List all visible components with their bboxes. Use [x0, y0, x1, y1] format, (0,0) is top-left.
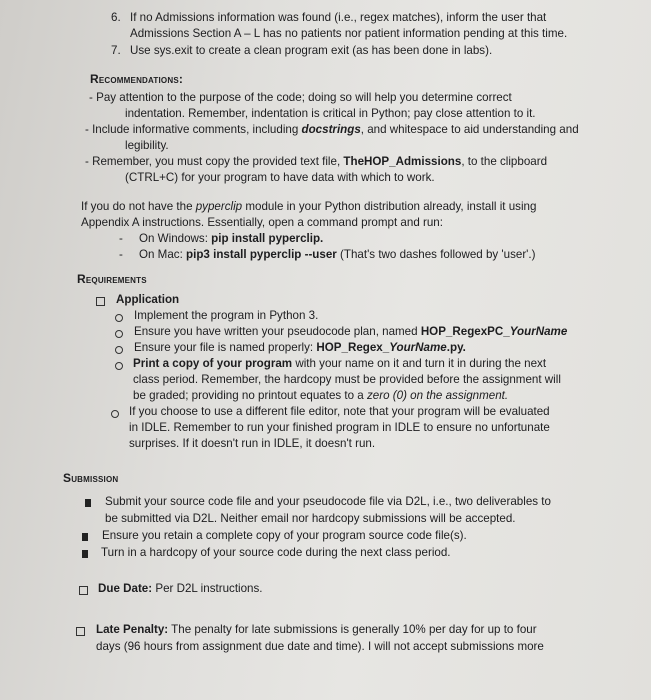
- windows-command: On Windows: pip install pyperclip.: [139, 232, 324, 245]
- circle-bullet-icon: [111, 410, 119, 418]
- recommendation-text: - Remember, you must copy the provided text file, TheHOP_Admissions, to the clipboard: [85, 155, 548, 168]
- requirement-text: If you choose to use a different file editor, note that your program will be evaluated: [129, 405, 550, 418]
- step-number: 6.: [111, 11, 121, 24]
- requirement-text: Ensure your file is named properly: HOP_Regex_YourName.py.: [134, 341, 466, 354]
- late-penalty: days (96 hours from assignment due date and time). I will not accept submissions more: [96, 640, 544, 653]
- requirement-text: be graded; providing no printout equates to a zero (0) on the assignment.: [133, 389, 509, 402]
- step-number: 7.: [111, 44, 121, 57]
- recommendation-text: - Include informative comments, including docstrings, and whitespace to aid understanding and: [85, 123, 579, 136]
- step-text: Use sys.exit to create a clean program exit (as has been done in labs).: [130, 44, 493, 57]
- circle-bullet-icon: [115, 346, 123, 354]
- requirements-heading: Requirements: [77, 272, 147, 286]
- recommendation-text: legibility.: [125, 139, 169, 152]
- pyperclip-intro: Appendix A instructions. Essentially, open a command prompt and run:: [81, 216, 443, 229]
- dash-bullet: -: [119, 232, 123, 245]
- checkbox-bullet-icon: [76, 627, 85, 636]
- requirement-text: Implement the program in Python 3.: [134, 309, 319, 322]
- checkbox-bullet-icon: [79, 586, 88, 595]
- application-label: Application: [116, 293, 180, 306]
- due-date: Due Date: Per D2L instructions.: [98, 582, 263, 595]
- circle-bullet-icon: [115, 314, 123, 322]
- circle-bullet-icon: [115, 330, 123, 338]
- requirement-text: Print a copy of your program with your name on it and turn it in during the next: [133, 357, 547, 370]
- recommendation-text: indentation. Remember, indentation is critical in Python; pay close attention to it.: [125, 107, 536, 120]
- dash-bullet: -: [119, 248, 123, 261]
- requirement-text: in IDLE. Remember to run your finished program in IDLE to ensure no unfortunate: [129, 421, 550, 434]
- square-bullet-icon: [82, 533, 88, 541]
- recommendations-heading: Recommendations:: [90, 72, 184, 86]
- checkbox-bullet-icon: [96, 297, 105, 306]
- recommendation-text: - Pay attention to the purpose of the code; doing so will help you determine correct: [89, 91, 512, 104]
- square-bullet-icon: [82, 550, 88, 558]
- square-bullet-icon: [85, 499, 91, 507]
- requirement-text: Ensure you have written your pseudocode plan, named HOP_RegexPC_YourName: [134, 325, 568, 338]
- submission-text: Submit your source code file and your pseudocode file via D2L, i.e., two deliverables to: [105, 495, 551, 508]
- submission-text: Turn in a hardcopy of your source code during the next class period.: [101, 546, 451, 559]
- requirement-text: surprises. If it doesn't run in IDLE, it doesn't run.: [129, 437, 376, 450]
- mac-command: On Mac: pip3 install pyperclip --user (That's two dashes followed by 'user'.): [139, 248, 536, 261]
- recommendation-text: (CTRL+C) for your program to have data with which to work.: [125, 171, 435, 184]
- late-penalty: Late Penalty: The penalty for late submissions is generally 10% per day for up to four: [96, 623, 537, 636]
- submission-heading: Submission: [63, 471, 119, 485]
- circle-bullet-icon: [115, 362, 123, 370]
- step-text: If no Admissions information was found (i.e., regex matches), inform the user that: [130, 11, 547, 24]
- step-text: Admissions Section A – L has no patients nor patient information pending at this time.: [130, 27, 568, 40]
- submission-text: be submitted via D2L. Neither email nor hardcopy submissions will be accepted.: [105, 512, 516, 525]
- submission-text: Ensure you retain a complete copy of your program source code file(s).: [102, 529, 467, 542]
- pyperclip-intro: If you do not have the pyperclip module in your Python distribution already, install it using: [81, 200, 537, 213]
- requirement-text: class period. Remember, the hardcopy must be provided before the assignment will: [133, 373, 561, 386]
